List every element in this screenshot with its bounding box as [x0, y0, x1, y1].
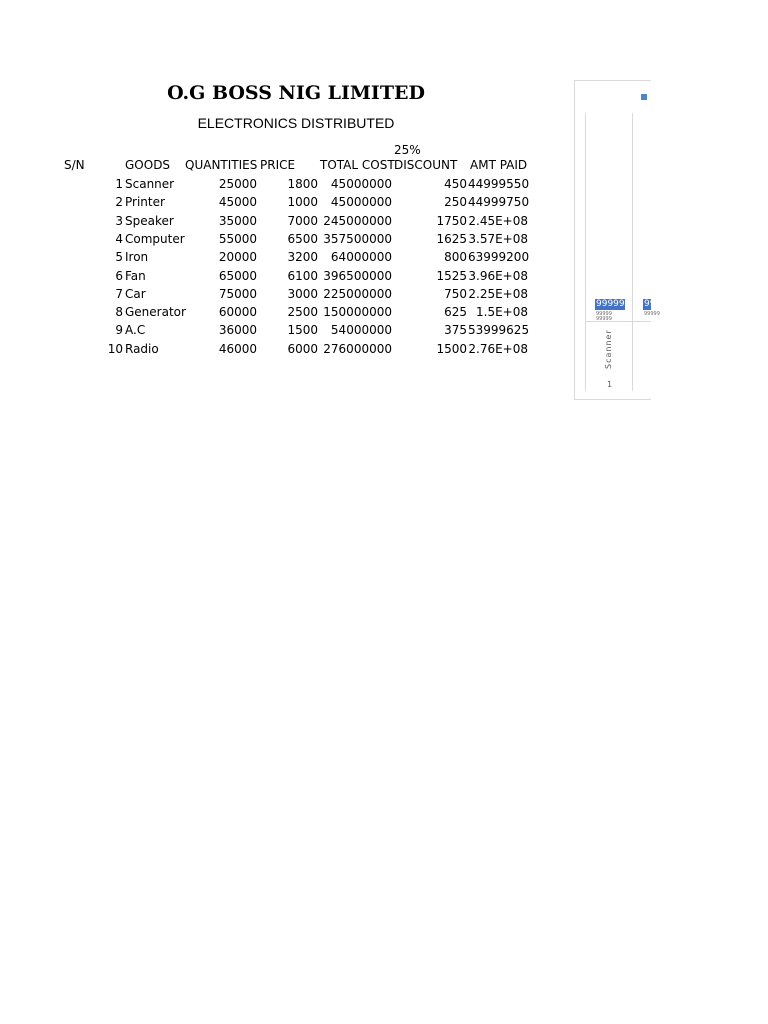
cell-price: 3000 — [287, 287, 318, 301]
cell-quantity: 45000 — [218, 195, 257, 209]
cell-sn: 6 — [115, 269, 123, 283]
cell-quantity: 35000 — [218, 214, 257, 228]
cell-sn: 4 — [115, 232, 123, 246]
cell-total-cost: 245000000 — [323, 214, 392, 228]
cell-sn: 5 — [115, 250, 123, 264]
cell-sn: 3 — [115, 214, 123, 228]
cell-discount: 625 — [444, 305, 467, 319]
cell-goods: A.C — [125, 323, 146, 337]
legend-marker — [641, 94, 647, 100]
cell-goods: Scanner — [125, 177, 175, 191]
cell-price: 1800 — [287, 177, 318, 191]
column-header: AMT PAID — [470, 158, 528, 172]
bar-data-label: 99999 — [644, 299, 673, 309]
cell-total-cost: 150000000 — [323, 305, 392, 319]
cell-sn: 2 — [115, 195, 123, 209]
cell-amount-paid: 3.57E+08 — [468, 232, 528, 246]
cell-quantity: 46000 — [218, 342, 257, 356]
cell-goods: Radio — [125, 342, 159, 356]
cell-quantity: 75000 — [218, 287, 257, 301]
cell-quantity: 65000 — [218, 269, 257, 283]
cell-price: 1500 — [287, 323, 318, 337]
cell-discount: 800 — [444, 250, 467, 264]
column-header: S/N — [64, 158, 85, 172]
x-category-number: 1 — [607, 380, 613, 389]
cell-goods: Computer — [125, 232, 185, 246]
cell-price: 1000 — [287, 195, 318, 209]
cell-goods: Car — [125, 287, 146, 301]
cell-discount: 1750 — [436, 214, 467, 228]
bar-data-label: 99999 — [596, 299, 625, 309]
cell-sn: 8 — [115, 305, 123, 319]
cell-amount-paid: 2.76E+08 — [468, 342, 528, 356]
cell-total-cost: 276000000 — [323, 342, 392, 356]
cell-amount-paid: 44999750 — [468, 195, 530, 209]
cell-price: 6500 — [287, 232, 318, 246]
cell-quantity: 20000 — [218, 250, 257, 264]
cell-quantity: 36000 — [218, 323, 257, 337]
discount-rate: 25% — [394, 143, 421, 157]
column-header: TOTAL COST — [320, 158, 395, 172]
cell-price: 6000 — [287, 342, 318, 356]
cell-amount-paid: 2.25E+08 — [468, 287, 528, 301]
cell-discount: 450 — [444, 177, 467, 191]
cell-goods: Printer — [125, 195, 165, 209]
column-header: QUANTITIES — [185, 158, 258, 172]
cell-discount: 750 — [444, 287, 467, 301]
cell-goods: Fan — [125, 269, 146, 283]
cell-price: 7000 — [287, 214, 318, 228]
cell-amount-paid: 53999625 — [468, 323, 530, 337]
cell-amount-paid: 3.96E+08 — [468, 269, 528, 283]
gridline — [585, 113, 586, 391]
column-header: DISCOUNT — [394, 158, 458, 172]
cell-sn: 7 — [115, 287, 123, 301]
gridline — [632, 113, 633, 391]
report-subtitle: ELECTRONICS DISTRIBUTED — [197, 115, 395, 131]
bar-data-label: 99999 — [596, 311, 612, 317]
cell-total-cost: 45000000 — [330, 177, 392, 191]
cell-sn: 1 — [115, 177, 123, 191]
cell-price: 6100 — [287, 269, 318, 283]
cell-total-cost: 225000000 — [323, 287, 392, 301]
cell-discount: 1500 — [436, 342, 467, 356]
cell-sn: 10 — [107, 342, 123, 356]
cell-discount: 250 — [444, 195, 467, 209]
column-header: GOODS — [125, 158, 171, 172]
cell-goods: Speaker — [125, 214, 174, 228]
cell-total-cost: 45000000 — [330, 195, 392, 209]
chart-area[interactable] — [574, 80, 673, 400]
cell-price: 2500 — [287, 305, 318, 319]
bar-data-label: 99999 — [596, 316, 612, 322]
cell-quantity: 55000 — [218, 232, 257, 246]
x-tick-label: Scanner — [604, 329, 613, 369]
cell-amount-paid: 2.45E+08 — [468, 214, 528, 228]
cell-total-cost: 357500000 — [323, 232, 392, 246]
cell-quantity: 25000 — [218, 177, 257, 191]
cell-discount: 1525 — [436, 269, 467, 283]
cell-discount: 375 — [444, 323, 467, 337]
column-header: PRICE — [260, 158, 296, 172]
bar-data-label: 99999 — [644, 311, 660, 317]
cell-amount-paid: 63999200 — [468, 250, 530, 264]
cell-total-cost: 396500000 — [323, 269, 392, 283]
cell-goods: Generator — [125, 305, 186, 319]
cell-total-cost: 64000000 — [330, 250, 392, 264]
cell-discount: 1625 — [436, 232, 467, 246]
report-title: O.G BOSS NIG LIMITED — [167, 82, 425, 104]
cell-amount-paid: 44999550 — [468, 177, 530, 191]
cell-price: 3200 — [287, 250, 318, 264]
cell-quantity: 60000 — [218, 305, 257, 319]
cell-total-cost: 54000000 — [330, 323, 392, 337]
cell-sn: 9 — [115, 323, 123, 337]
cell-goods: Iron — [125, 250, 149, 264]
cell-amount-paid: 1.5E+08 — [476, 305, 528, 319]
